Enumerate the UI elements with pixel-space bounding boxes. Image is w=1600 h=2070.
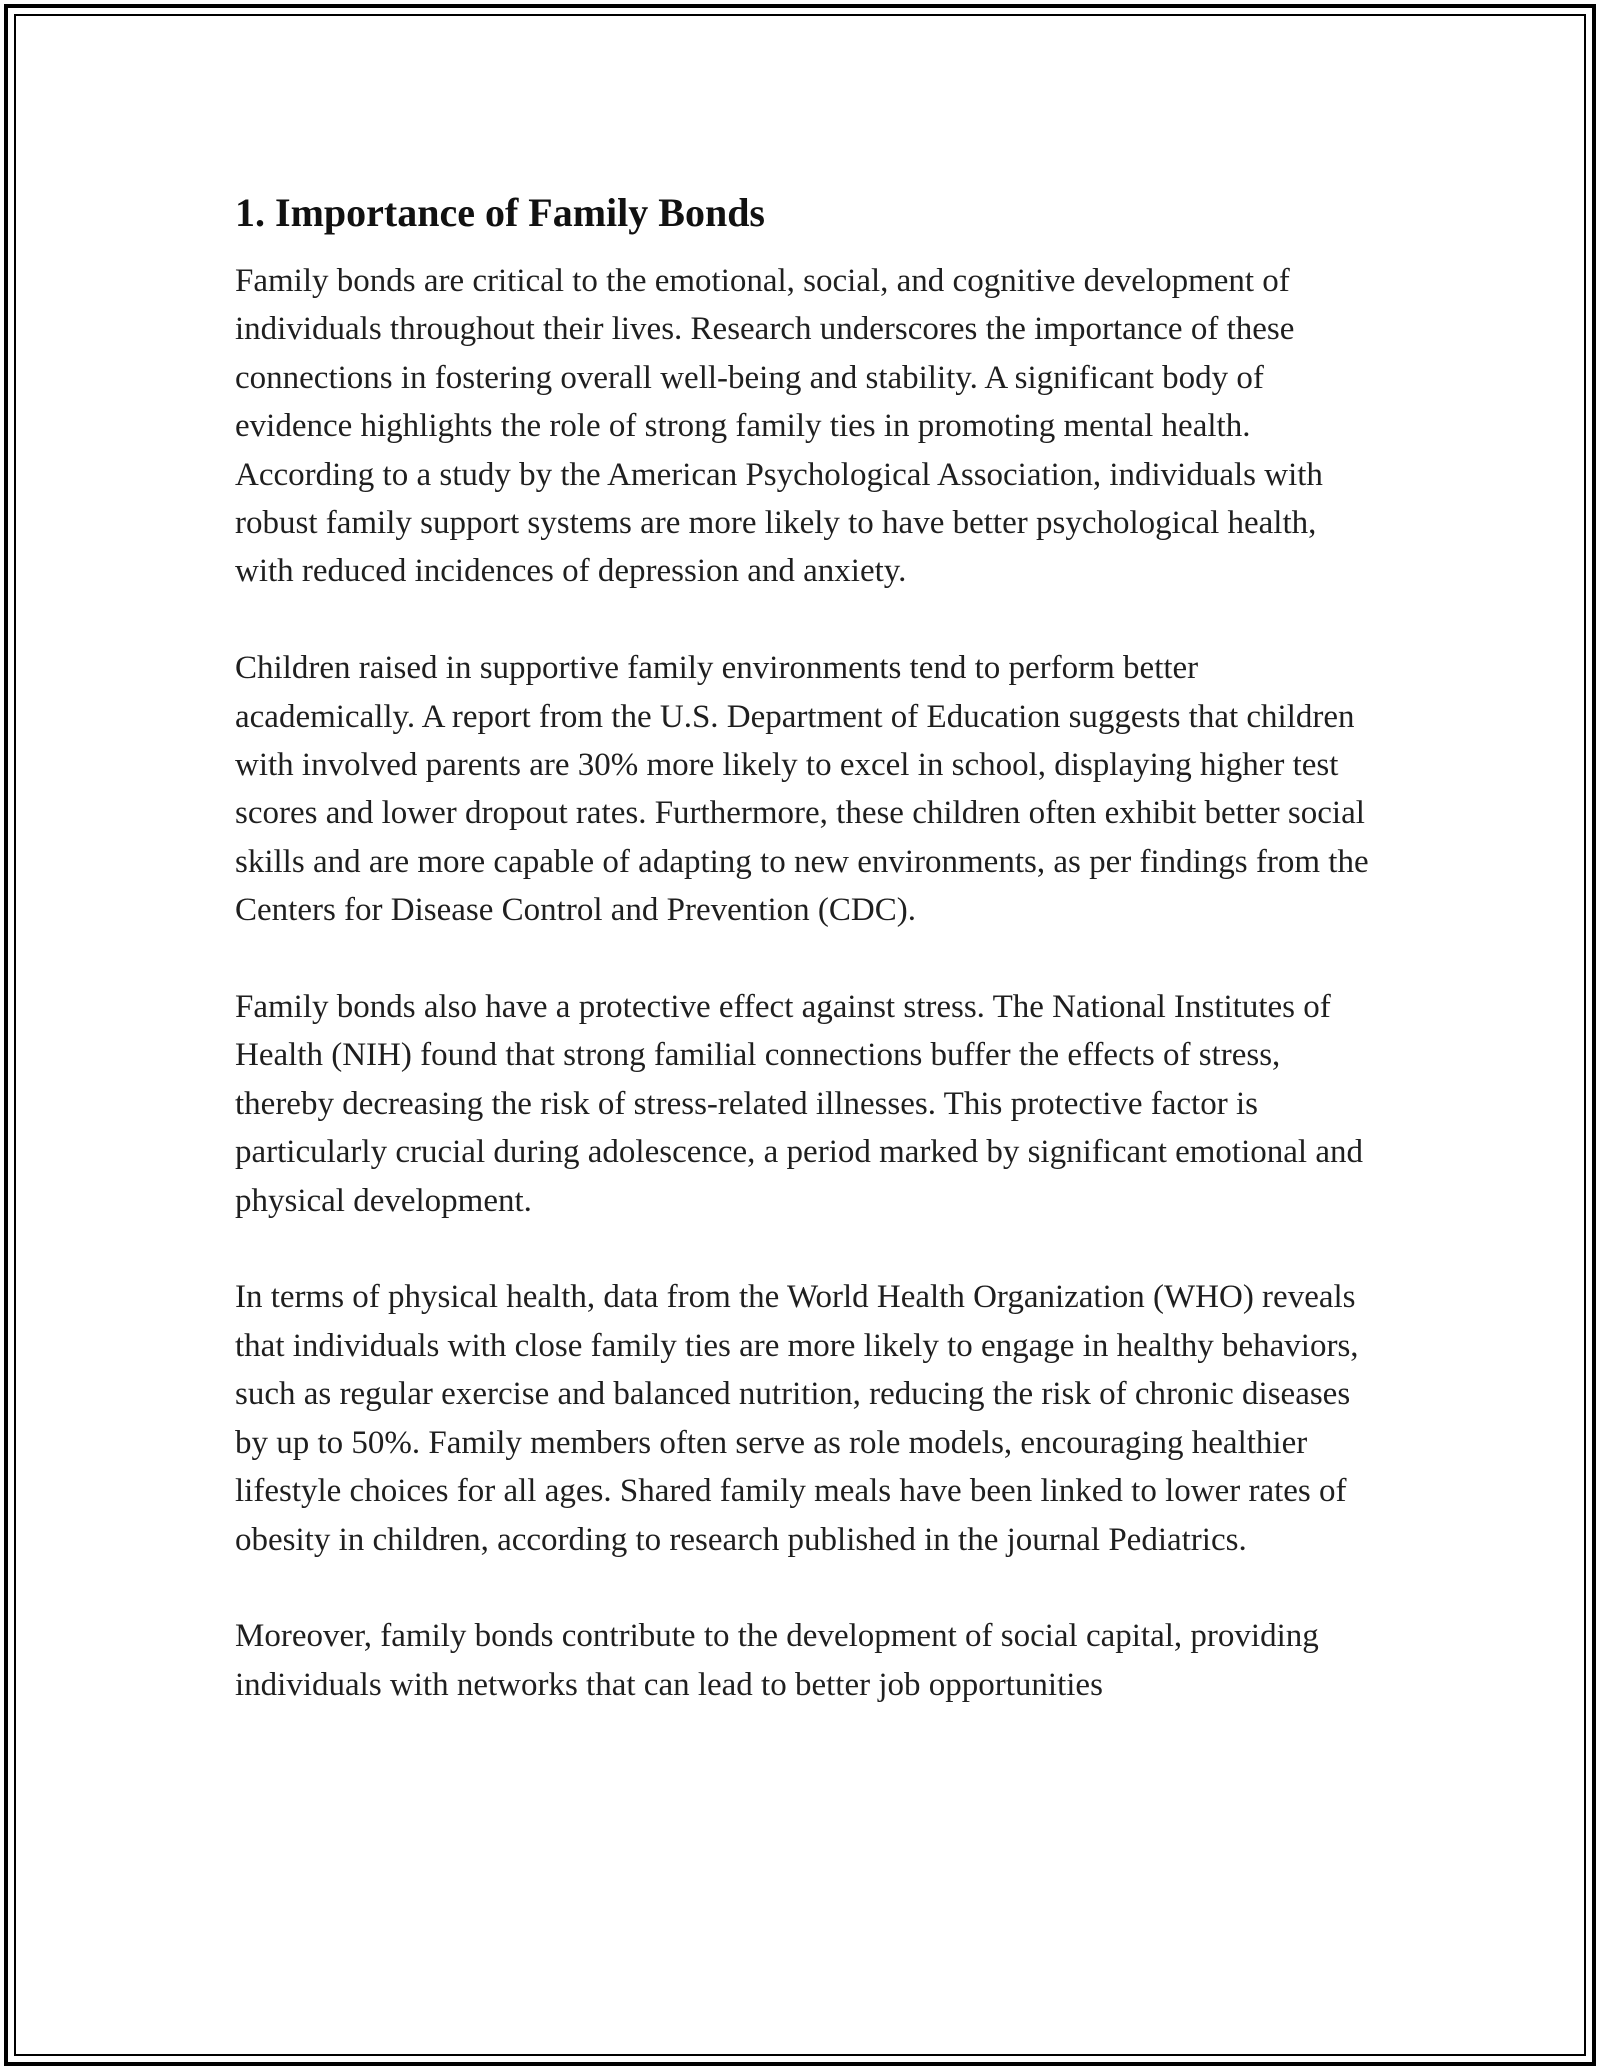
section-heading: 1. Importance of Family Bonds — [235, 190, 765, 235]
paragraph-academic-performance: Children raised in supportive family environments tend to perform better academically. A report from the U.S. Department of Education suggests that children with involved parents are 30% more likely to excel in school, displaying higher test scores and lower dropout rates. Furthermore, these children often exhibit better social skills and are more capable of adapting to new environments, as per findings from the Centers for Disease Control and Prevention (CDC). — [235, 650, 1369, 929]
paragraph-stress-protection: Family bonds also have a protective effect against stress. The National Institutes of Health (NIH) found that strong familial connections buffer the effects of stress, thereby decreasing the risk of stress-related illnesses. This protective factor is particularly crucial during adolescence, a period marked by significant emotional and physical development. — [235, 989, 1363, 1219]
paragraph-physical-health: In terms of physical health, data from the World Health Organization (WHO) reveals that individuals with close family ties are more likely to engage in healthy behaviors, such as regular exercise and balanced nutrition, reducing the risk of chronic diseases by up to 50%. Family members often serve as role models, encouraging healthier lifestyle choices for all ages. Shared family meals have been linked to lower rates of obesity in children, according to research published in the journal Pediatrics. — [235, 1279, 1359, 1558]
document-body — [235, 185, 1375, 1709]
paragraph-social-capital: Moreover, family bonds contribute to the development of social capital, providing individuals with networks that can lead to better job opportunities — [235, 1618, 1319, 1703]
paragraph-mental-health: Family bonds are critical to the emotional, social, and cognitive development of individuals throughout their lives. Research underscores the importance of these connections in fostering overall well-being and stability. A significant body of evidence highlights the role of strong family ties in promoting mental health. According to a study by the American Psychological Association, individuals with robust family support systems are more likely to have better psychological health, with reduced incidences of depression and anxiety. — [235, 263, 1323, 590]
